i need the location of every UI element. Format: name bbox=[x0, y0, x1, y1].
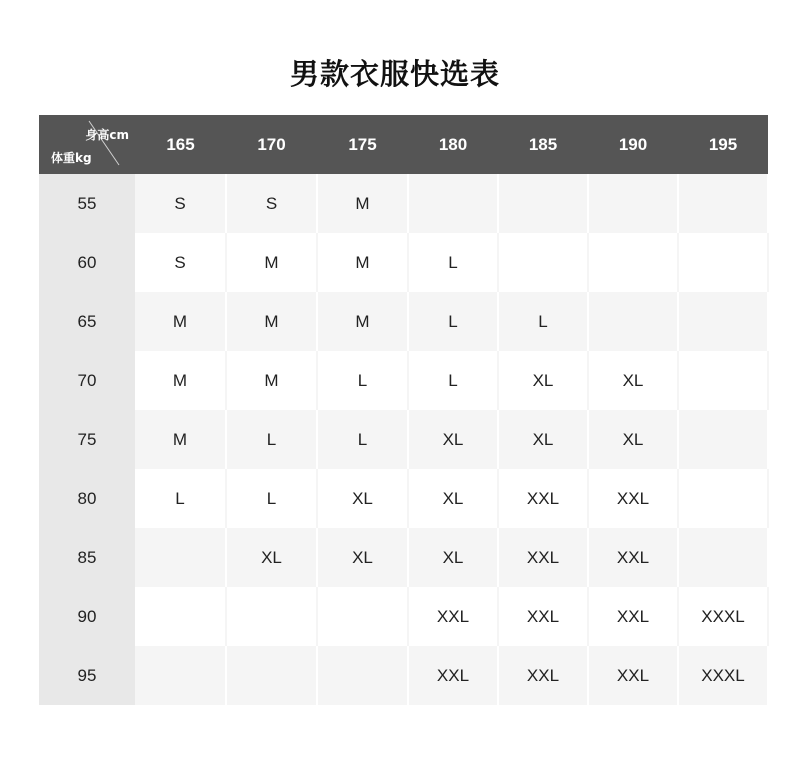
size-cell: M bbox=[317, 174, 408, 233]
size-cell: XXXL bbox=[678, 646, 768, 705]
table-row bbox=[39, 351, 768, 410]
size-cell: XXXL bbox=[678, 587, 768, 646]
size-cell: M bbox=[226, 351, 317, 410]
size-cell bbox=[317, 646, 408, 705]
size-cell: XXL bbox=[588, 646, 678, 705]
size-cell: XXL bbox=[588, 587, 678, 646]
size-cell bbox=[678, 410, 768, 469]
height-header: 170 bbox=[226, 115, 317, 174]
size-cell: M bbox=[135, 410, 226, 469]
size-cell: XL bbox=[498, 410, 588, 469]
size-cell: XL bbox=[226, 528, 317, 587]
size-cell: M bbox=[226, 233, 317, 292]
table-row bbox=[39, 233, 768, 292]
size-cell: L bbox=[408, 292, 498, 351]
size-cell: L bbox=[226, 469, 317, 528]
table-row bbox=[39, 292, 768, 351]
size-cell: M bbox=[226, 292, 317, 351]
size-cell: L bbox=[317, 351, 408, 410]
size-cell: M bbox=[135, 351, 226, 410]
size-cell bbox=[408, 174, 498, 233]
size-cell: XL bbox=[588, 351, 678, 410]
weight-axis-label: 体重kg bbox=[51, 151, 92, 165]
size-cell: XL bbox=[408, 410, 498, 469]
height-header: 185 bbox=[498, 115, 588, 174]
weight-cell: 60 bbox=[39, 233, 135, 292]
weight-cell: 65 bbox=[39, 292, 135, 351]
size-cell bbox=[226, 587, 317, 646]
size-cell: L bbox=[498, 292, 588, 351]
size-cell: L bbox=[408, 233, 498, 292]
table-row bbox=[39, 410, 768, 469]
weight-cell: 95 bbox=[39, 646, 135, 705]
corner-header bbox=[39, 115, 135, 174]
size-cell bbox=[135, 528, 226, 587]
size-cell: XL bbox=[408, 469, 498, 528]
size-cell: XXL bbox=[588, 528, 678, 587]
size-cell bbox=[317, 587, 408, 646]
size-cell bbox=[678, 292, 768, 351]
size-cell: L bbox=[408, 351, 498, 410]
size-cell bbox=[226, 646, 317, 705]
weight-cell: 70 bbox=[39, 351, 135, 410]
size-cell: XXL bbox=[498, 646, 588, 705]
page-title: 男款衣服快选表 bbox=[289, 57, 500, 91]
size-cell: XXL bbox=[408, 646, 498, 705]
height-header: 195 bbox=[678, 115, 768, 174]
weight-cell: 80 bbox=[39, 469, 135, 528]
height-header: 180 bbox=[408, 115, 498, 174]
height-header: 165 bbox=[135, 115, 226, 174]
size-cell: M bbox=[317, 292, 408, 351]
size-cell: M bbox=[135, 292, 226, 351]
size-cell bbox=[588, 174, 678, 233]
size-cell bbox=[498, 174, 588, 233]
size-cell: L bbox=[317, 410, 408, 469]
size-cell bbox=[498, 233, 588, 292]
table-body bbox=[39, 174, 768, 705]
weight-cell: 75 bbox=[39, 410, 135, 469]
size-cell: XL bbox=[317, 469, 408, 528]
height-axis-label: 身高cm bbox=[85, 128, 129, 142]
table-row bbox=[39, 528, 768, 587]
weight-cell: 85 bbox=[39, 528, 135, 587]
size-cell: XL bbox=[498, 351, 588, 410]
size-cell bbox=[135, 646, 226, 705]
size-cell bbox=[678, 233, 768, 292]
size-cell: S bbox=[135, 174, 226, 233]
size-cell bbox=[588, 292, 678, 351]
size-cell: XXL bbox=[498, 528, 588, 587]
size-cell: S bbox=[226, 174, 317, 233]
size-cell bbox=[678, 528, 768, 587]
size-cell bbox=[678, 469, 768, 528]
height-header: 175 bbox=[317, 115, 408, 174]
size-cell: XL bbox=[588, 410, 678, 469]
size-cell: XXL bbox=[498, 587, 588, 646]
size-cell: XL bbox=[317, 528, 408, 587]
size-cell: XL bbox=[408, 528, 498, 587]
size-cell bbox=[135, 587, 226, 646]
weight-cell: 55 bbox=[39, 174, 135, 233]
size-cell: M bbox=[317, 233, 408, 292]
size-cell: XXL bbox=[408, 587, 498, 646]
table-row bbox=[39, 587, 768, 646]
size-cell bbox=[678, 351, 768, 410]
height-header: 190 bbox=[588, 115, 678, 174]
size-cell: XXL bbox=[588, 469, 678, 528]
size-cell bbox=[678, 174, 768, 233]
size-cell: L bbox=[135, 469, 226, 528]
table-row bbox=[39, 469, 768, 528]
size-cell: XXL bbox=[498, 469, 588, 528]
table-row bbox=[39, 646, 768, 705]
size-cell bbox=[588, 233, 678, 292]
table-row bbox=[39, 174, 768, 233]
header-row bbox=[39, 115, 768, 174]
size-cell: L bbox=[226, 410, 317, 469]
size-cell: S bbox=[135, 233, 226, 292]
weight-cell: 90 bbox=[39, 587, 135, 646]
size-chart-table bbox=[39, 115, 769, 705]
